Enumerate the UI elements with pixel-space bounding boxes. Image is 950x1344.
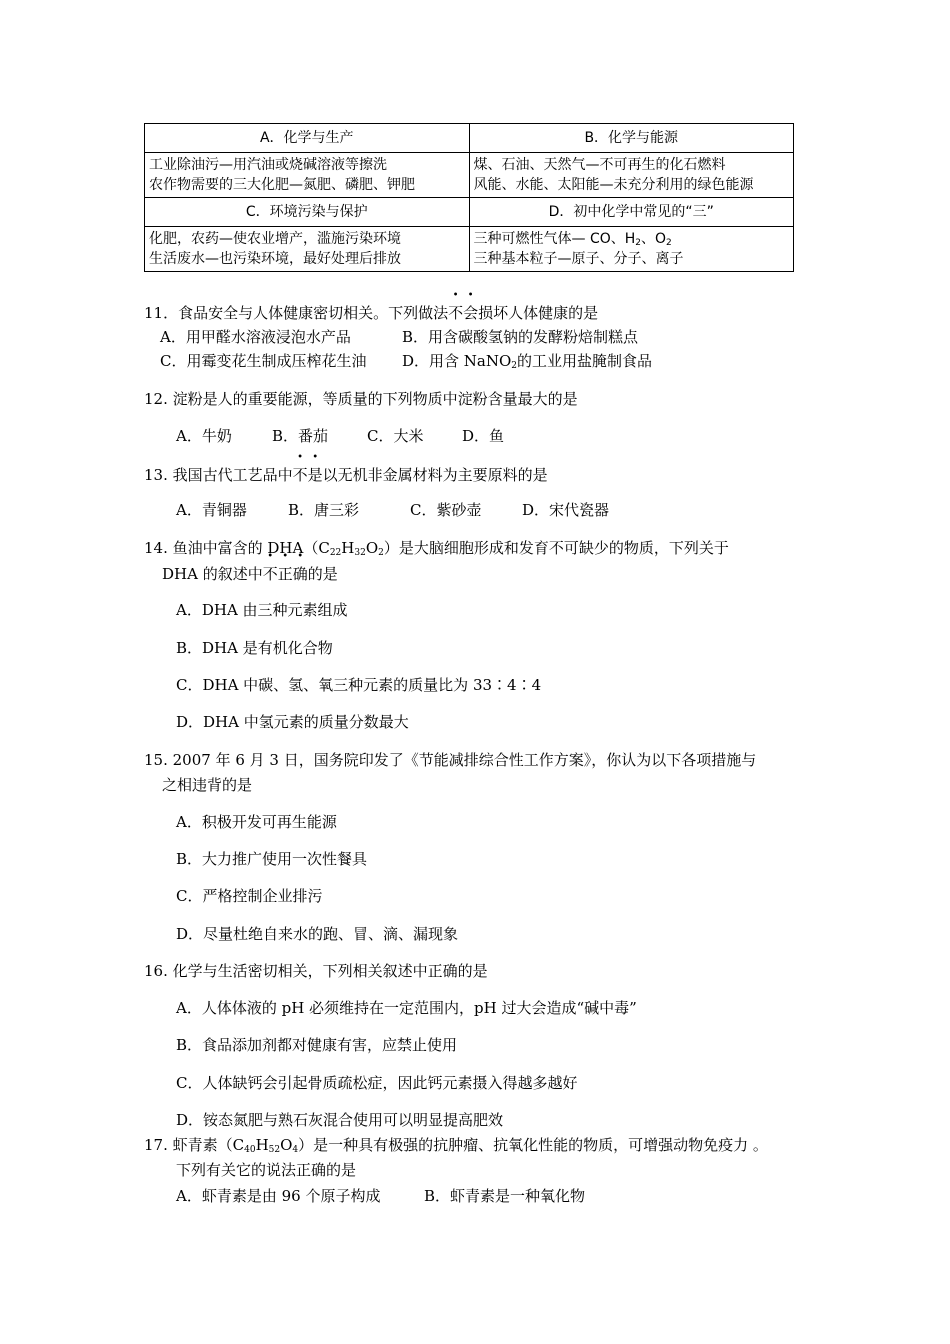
question-16-option-d: D．铵态氮肥与熟石灰混合使用可以明显提高肥效 [176,1111,504,1129]
emphasis-mark: 是 [307,466,323,484]
text: 损坏人体健康的是 [478,304,599,322]
question-14-option-b: B．DHA 是有机化合物 [176,639,333,657]
text: 的工业用盐腌制食品 [517,352,653,370]
question-15-option-c: C．严格控制企业排污 [176,887,323,905]
subscript: 40 [244,1145,256,1155]
text: O [365,539,379,557]
emphasis-mark: 确 [292,565,308,583]
table-header-b: B．化学与能源 [469,124,794,153]
question-14-option-a: A．DHA 由三种元素组成 [176,601,348,619]
question-12-option-d: D．鱼 [462,427,505,445]
text: DHA 的叙述中 [162,565,263,583]
question-11-option-c: C．用霉变花生制成压榨花生油 [160,352,367,370]
table-cell-c-line1: 化肥，农药—使农业增产，滥施污染环境 [149,231,401,247]
emphasis-mark: 会 [463,304,479,322]
emphasis-mark: 不 [262,565,278,583]
subscript: 2 [635,238,642,248]
text: D．用含 NaNO [402,352,512,370]
question-14-option-d: D．DHA 中氢元素的质量分数最大 [176,713,409,731]
question-16-stem: 16. 化学与生活密切相关，下列相关叙述中正确的是 [144,962,488,980]
table-cell-b-line2: 风能、水能、太阳能—未充分利用的绿色能源 [473,177,754,193]
question-13-option-c: C．紫砂壶 [410,501,482,519]
text: H [341,539,355,557]
text: O [280,1136,293,1154]
text: 17. 虾青素（C [144,1136,245,1154]
subscript: 22 [329,548,342,558]
table-cell-a-line1: 工业除油污—用汽油或烧碱溶液等擦洗 [149,157,387,173]
emphasis-mark: 不 [292,466,308,484]
question-17-option-a: A．虾青素是由 96 个原子构成 [176,1187,381,1205]
table-header-a: A．化学与生产 [145,124,470,153]
emphasis-mark: 正 [277,565,293,583]
knowledge-summary-table [144,123,794,272]
subscript: 2 [511,361,518,371]
text: 三种可燃性气体— CO、H [473,231,636,247]
table-cell-d-line2: 三种基本粒子—原子、分子、离子 [473,251,684,267]
question-17-stem-line1 [144,1135,768,1155]
question-11-option-a: A．用甲醛水溶液浸泡水产品 [160,328,351,346]
table-cell-b-line1: 煤、石油、天然气—不可再生的化石燃料 [473,157,726,173]
question-12-option-c: C．大米 [367,427,424,445]
table-cell-d-line1 [474,229,790,249]
emphasis-mark: 不 [448,304,464,322]
subscript: 52 [268,1145,281,1155]
table-cell-b [469,153,794,198]
question-16-option-b: B．食品添加剂都对健康有害，应禁止使用 [176,1036,458,1054]
question-15-stem-line1: 15. 2007 年 6 月 3 日，国务院印发了《节能减排综合性工作方案》，你认为以下各项措施与 [144,751,757,769]
table-cell-a-line2: 农作物需要的三大化肥—氮肥、磷肥、钾肥 [149,177,415,193]
text: 以无机非金属材料为主要原料的是 [322,466,548,484]
text: 14. 鱼油中富含的 DHA（C [144,539,330,557]
text: 的是 [307,565,338,583]
question-17-stem-line2: 下列有关它的说法正确的是 [176,1161,357,1179]
question-11-option-d [402,351,652,371]
table-header-d: D．初中化学中常见的“三” [469,198,794,227]
question-14-stem-line1 [144,538,729,558]
text: 、O [641,231,667,247]
text: 11．食品安全与人体健康密切相关。下列做法 [144,304,449,322]
table-header-c: C．环境污染与保护 [145,198,470,227]
question-16-option-a: A．人体体液的 pH 必须维持在一定范围内，pH 过大会造成“碱中毒” [176,999,637,1017]
table-cell-c-line2: 生活废水—也污染环境，最好处理后排放 [149,251,401,267]
subscript: 2 [666,238,672,248]
question-15-option-d: D．尽量杜绝自来水的跑、冒、滴、漏现象 [176,925,459,943]
question-13-option-a: A．青铜器 [176,501,247,519]
question-12-option-b: B．番茄 [272,427,329,445]
question-16-option-c: C．人体缺钙会引起骨质疏松症，因此钙元素摄入得越多越好 [176,1074,578,1092]
question-12-option-a: A．牛奶 [176,427,232,445]
question-14-option-c: C．DHA 中碳、氢、氧三种元素的质量比为 33∶4∶4 [176,676,542,694]
subscript: 2 [378,548,384,558]
text: ）是大脑细胞形成和发育不可缺少的物质，下列关于 [383,539,729,557]
subscript: 32 [354,548,366,558]
question-13-option-b: B．唐三彩 [288,501,360,519]
question-13-option-d: D．宋代瓷器 [522,501,610,519]
question-14-stem-line2 [162,564,338,584]
text: ）是一种具有极强的抗肿瘤、抗氧化性能的物质，可增强动物免疫力 。 [298,1136,768,1154]
question-15-stem-line2: 之相违背的是 [162,776,253,794]
question-17-option-b: B．虾青素是一种氧化物 [424,1187,586,1205]
table-cell-c [145,227,470,272]
question-11-option-b: B．用含碳酸氢钠的发酵粉焙制糕点 [402,328,639,346]
subscript: 4 [292,1145,299,1155]
question-12-stem: 12. 淀粉是人的重要能源，等质量的下列物质中淀粉含量最大的是 [144,390,578,408]
table-cell-d [469,227,794,272]
text: 13. 我国古代工艺品中 [144,466,293,484]
question-11-stem [144,303,598,323]
text: H [255,1136,269,1154]
table-cell-a [145,153,470,198]
question-13-stem [144,465,548,485]
question-15-option-a: A．积极开发可再生能源 [176,813,337,831]
question-15-option-b: B．大力推广使用一次性餐具 [176,850,368,868]
